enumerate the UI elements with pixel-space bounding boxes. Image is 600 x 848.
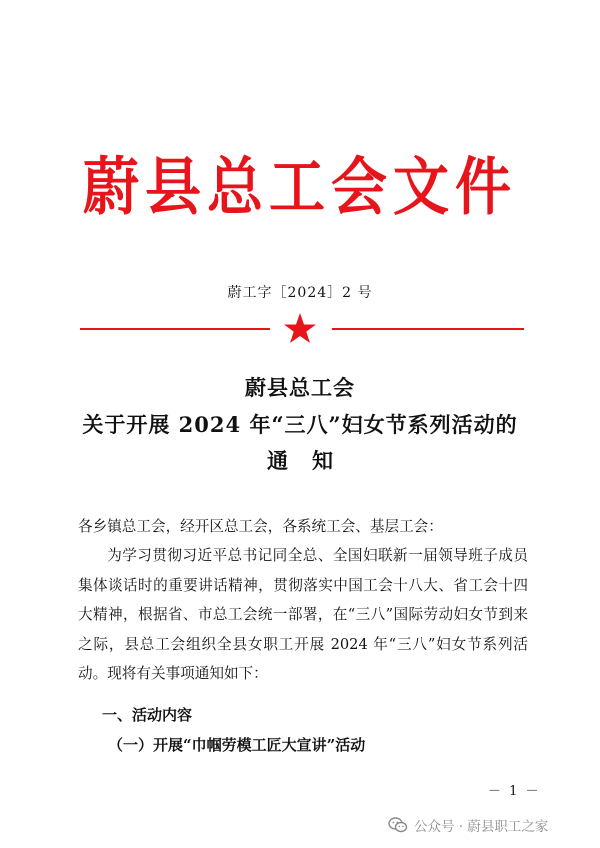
wechat-icon bbox=[388, 817, 408, 833]
red-rule-right bbox=[332, 328, 524, 330]
title-issuer: 蔚县总工会 bbox=[245, 375, 355, 400]
watermark bbox=[388, 815, 548, 835]
page-number: － 1 － bbox=[488, 784, 541, 799]
watermark-text: 公众号 · 蔚县职工之家 bbox=[414, 819, 549, 835]
salutation: 各乡镇总工会，经开区总工会，各系统工会、基层工会： bbox=[78, 518, 443, 535]
red-star-icon bbox=[283, 312, 317, 346]
body-paragraph: 为学习贯彻习近平总书记同全总、全国妇联新一届领导班子成员集体谈话时的重要讲话精神，贯彻落实中国工会十八大、省工会十四大精神，根据省、市总工会统一部署，在“三八”国际劳动妇女节到来之际，县总工会组织全县女职工开展 2024 年“三八”妇女节系列活动。现将有关事项通知如下： bbox=[78, 547, 528, 682]
section-heading: 一、活动内容 bbox=[102, 706, 193, 724]
subsection-heading: （一）开展“巾帼劳模工匠大宣讲”活动 bbox=[108, 736, 366, 754]
red-masthead: 蔚县总工会文件 bbox=[83, 150, 517, 224]
title-subject: 关于开展 2024 年“三八”妇女节系列活动的 bbox=[82, 412, 518, 437]
red-rule-left bbox=[80, 328, 270, 330]
title-notice: 通知 bbox=[267, 448, 357, 473]
document-number: 蔚工字［2024］2 号 bbox=[227, 285, 373, 301]
